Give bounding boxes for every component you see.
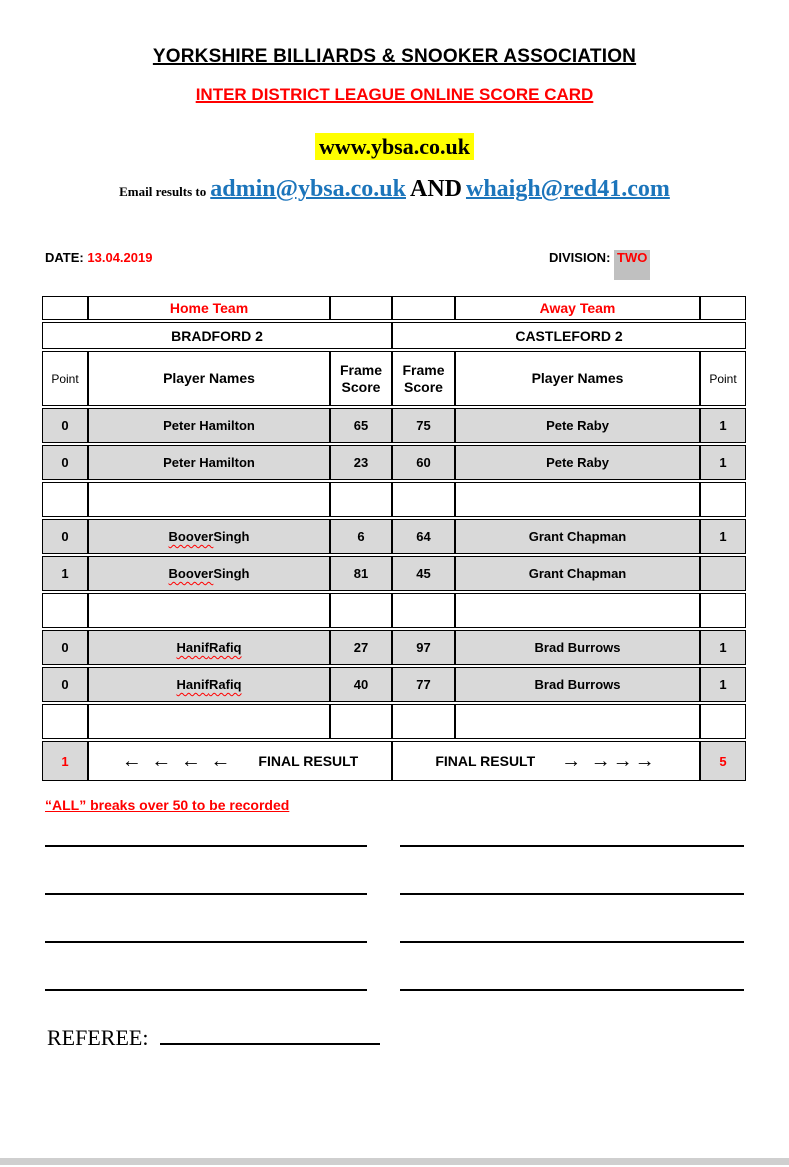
home-point-cell [42, 593, 88, 628]
home-player-cell: Peter Hamilton [88, 408, 330, 443]
home-player-cell [88, 593, 330, 628]
away-player-names-header: Player Names [455, 351, 700, 406]
referee-label: REFEREE: [47, 1025, 149, 1050]
website-line [0, 134, 789, 160]
home-point-cell [42, 482, 88, 517]
home-frame-score-header: Frame Score [330, 351, 392, 406]
away-frame-score-cell: 77 [392, 667, 455, 702]
away-player-cell [455, 482, 700, 517]
away-frame-score-header: Frame Score [392, 351, 455, 406]
home-final-result-cell [88, 741, 392, 781]
away-frame-score-cell: 97 [392, 630, 455, 665]
home-player-cell: Hanif Rafiq [88, 667, 330, 702]
breaks-entry-area [45, 821, 789, 991]
home-final-points: 1 [42, 741, 88, 781]
home-frame-score-cell [330, 482, 392, 517]
away-player-cell: Pete Raby [455, 445, 700, 480]
team-label-row [42, 296, 746, 320]
away-player-cell: Pete Raby [455, 408, 700, 443]
email-link-whaigh[interactable]: whaigh@red41.com [465, 176, 670, 202]
home-frame-score-cell: 40 [330, 667, 392, 702]
away-frame-score-cell [392, 482, 455, 517]
frame-row [42, 630, 746, 665]
away-final-points: 5 [700, 741, 746, 781]
break-entry-line [45, 895, 367, 943]
break-entry-line [45, 943, 367, 991]
away-point-header: Point [700, 351, 746, 406]
break-entry-line [45, 821, 367, 847]
away-frame-score-cell [392, 704, 455, 739]
final-result-row [42, 741, 746, 781]
away-final-result-cell [392, 741, 700, 781]
home-player-cell [88, 704, 330, 739]
home-player-cell: Boover Singh [88, 519, 330, 554]
home-frame-score-cell: 81 [330, 556, 392, 591]
frame-row [42, 445, 746, 480]
away-player-cell: Grant Chapman [455, 556, 700, 591]
away-frame-score-cell [392, 593, 455, 628]
break-entry-line [400, 943, 744, 991]
away-point-cell [700, 556, 746, 591]
date-label: DATE: [45, 250, 84, 265]
home-point-cell: 1 [42, 556, 88, 591]
home-frame-score-cell: 27 [330, 630, 392, 665]
spacer-cell [330, 296, 392, 320]
home-point-cell: 0 [42, 630, 88, 665]
break-entry-line [400, 895, 744, 943]
away-point-cell: 1 [700, 630, 746, 665]
right-arrows-icon: → →→→ [561, 749, 657, 772]
home-frame-score-cell: 6 [330, 519, 392, 554]
spacer-cell [700, 296, 746, 320]
home-point-header: Point [42, 351, 88, 406]
email-link-admin[interactable]: admin@ybsa.co.uk [210, 176, 406, 202]
away-player-cell [455, 593, 700, 628]
division-value: TWO [614, 250, 650, 280]
referee-field [47, 1023, 789, 1051]
email-instruction-label: Email results to [119, 184, 207, 199]
home-team-label: Home Team [88, 296, 330, 320]
date-field [45, 250, 152, 265]
away-point-cell: 1 [700, 519, 746, 554]
frame-row-empty [42, 593, 746, 628]
home-point-cell: 0 [42, 519, 88, 554]
home-point-cell: 0 [42, 667, 88, 702]
spacer-cell [42, 296, 88, 320]
breaks-note: “ALL” breaks over 50 to be recorded [45, 797, 290, 813]
page-subtitle: INTER DISTRICT LEAGUE ONLINE SCORE CARD [195, 85, 594, 104]
frame-row [42, 408, 746, 443]
frame-row [42, 556, 746, 591]
away-point-cell: 1 [700, 445, 746, 480]
home-point-cell [42, 704, 88, 739]
home-point-cell: 0 [42, 445, 88, 480]
page-title: YORKSHIRE BILLIARDS & SNOOKER ASSOCIATION [152, 46, 637, 67]
breaks-column-right [400, 821, 744, 991]
referee-signature-line [160, 1023, 380, 1045]
away-frame-score-cell: 64 [392, 519, 455, 554]
home-player-cell: Hanif Rafiq [88, 630, 330, 665]
break-entry-line [45, 847, 367, 895]
frame-row [42, 667, 746, 702]
division-label: DIVISION: [549, 250, 611, 265]
home-frame-score-cell: 65 [330, 408, 392, 443]
team-name-row [42, 322, 746, 349]
away-point-cell: 1 [700, 667, 746, 702]
frame-row-empty [42, 704, 746, 739]
away-point-cell [700, 482, 746, 517]
home-team-name: BRADFORD 2 [42, 322, 392, 349]
away-player-cell: Brad Burrows [455, 667, 700, 702]
break-entry-line [400, 847, 744, 895]
home-player-cell: Peter Hamilton [88, 445, 330, 480]
email-instruction-line [0, 176, 789, 203]
home-player-names-header: Player Names [88, 351, 330, 406]
website-link[interactable]: www.ybsa.co.uk [315, 133, 474, 160]
division-field [549, 250, 650, 280]
home-player-cell: Boover Singh [88, 556, 330, 591]
home-frame-score-cell [330, 593, 392, 628]
away-team-label: Away Team [455, 296, 700, 320]
away-frame-score-cell: 45 [392, 556, 455, 591]
away-point-cell: 1 [700, 408, 746, 443]
score-table [42, 296, 746, 781]
away-team-name: CASTLEFORD 2 [392, 322, 746, 349]
away-player-cell [455, 704, 700, 739]
column-header-row [42, 351, 746, 406]
away-player-cell: Brad Burrows [455, 630, 700, 665]
spacer-cell [392, 296, 455, 320]
email-conjunction: AND [409, 176, 462, 202]
breaks-column-left [45, 821, 367, 991]
left-arrows-icon: ← ← ← ← [121, 749, 233, 772]
date-value: 13.04.2019 [87, 250, 153, 265]
away-frame-score-cell: 60 [392, 445, 455, 480]
away-point-cell [700, 704, 746, 739]
frame-row [42, 519, 746, 554]
home-frame-score-cell: 23 [330, 445, 392, 480]
away-point-cell [700, 593, 746, 628]
meta-row [0, 250, 789, 282]
home-player-cell [88, 482, 330, 517]
home-final-result-label: FINAL RESULT [258, 753, 359, 769]
break-entry-line [400, 821, 744, 847]
away-final-result-label: FINAL RESULT [435, 753, 536, 769]
page-edge [0, 1158, 789, 1165]
frame-row-empty [42, 482, 746, 517]
home-frame-score-cell [330, 704, 392, 739]
home-point-cell: 0 [42, 408, 88, 443]
away-frame-score-cell: 75 [392, 408, 455, 443]
away-player-cell: Grant Chapman [455, 519, 700, 554]
